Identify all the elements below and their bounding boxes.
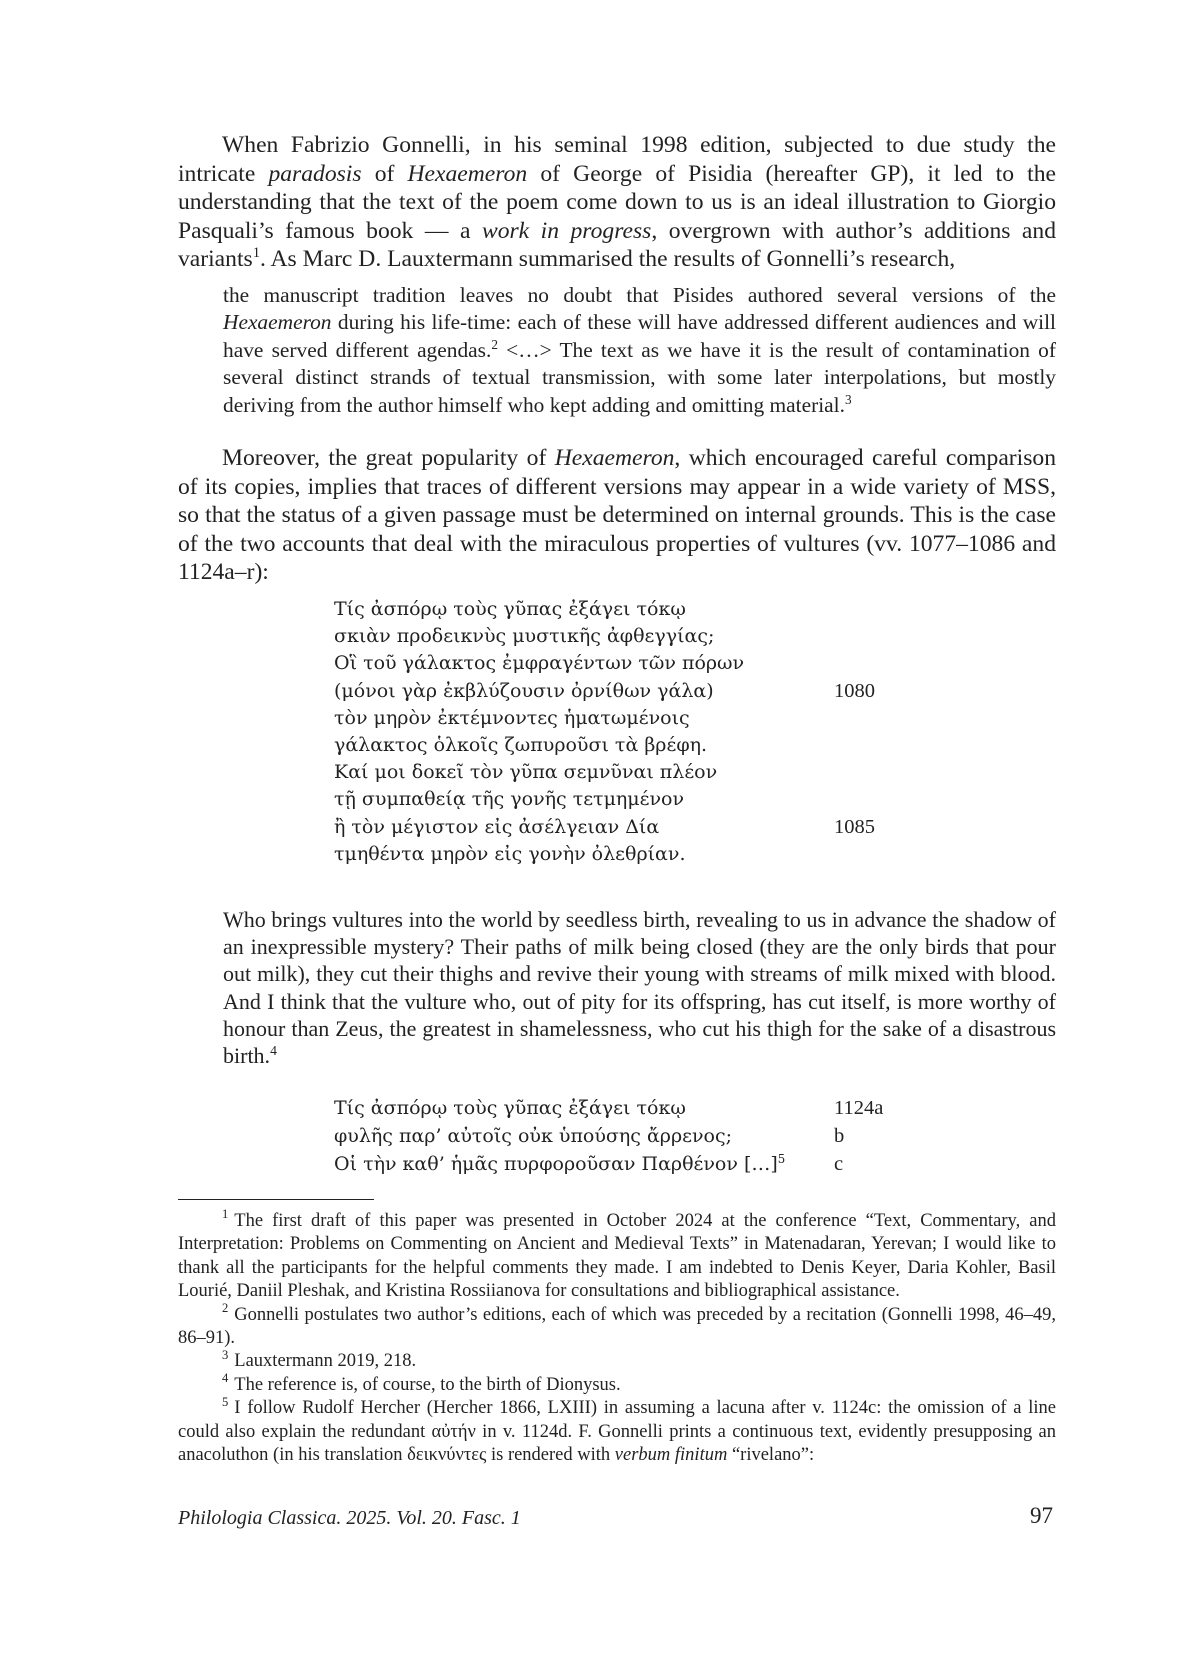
verse-line: Οἳ τοῦ γάλακτος ἐμφραγέντων τῶν πόρων bbox=[334, 652, 745, 675]
verse-line: τμηθέντα μηρὸν εἰς γονὴν ὀλεθρίαν. bbox=[334, 842, 686, 865]
footnote-number: 5 bbox=[222, 1394, 229, 1409]
line-number: c bbox=[834, 1153, 844, 1175]
footnote-3: $^3$ Lauxtermann 2019, 218. bbox=[222, 1347, 417, 1372]
italic-term: paradosis bbox=[268, 160, 362, 187]
greek-verse-block bbox=[334, 596, 1054, 868]
text-run: of bbox=[361, 160, 408, 187]
footnote-ref[interactable]: 2 bbox=[491, 336, 498, 352]
verse-line: Καί μοι δοκεῖ τὸν γῦπα σεμνῦναι πλέον bbox=[334, 761, 718, 784]
footnote-1: $^1$ The first draft of this paper was presented in October 2024 at the conference “Text, Commentary, and Interpretation: Problems on Commenting on Ancient and Medieval Texts” in Matenadaran, Yerevan; I would like to thank all the participants for the helpful comments they made. I am indebted to Denis Keyer, Daria Kohler, Basil Lourié, Daniil Pleshak, and Kristina Rossiianova for consultations and bibliographical assistance. bbox=[178, 1207, 1056, 1302]
verse-line: ἢ τὸν μέγιστον εἰς ἀσέλγειαν Δία 1085 bbox=[334, 814, 1054, 841]
block-quote bbox=[223, 282, 1056, 419]
verse-line: γάλακτος ὁλκοῖς ζωπυροῦσι τὰ βρέφη. bbox=[334, 733, 708, 756]
text-run: , which encouraged careful comparison of its copies, implies that traces of different versions may appear in a wide variety of MSS, so that the status of a given passage must be determined on internal grounds. This is the case of the two accounts that deal with the miraculous properties of vultures (vv. 1077–1086 and 1124a–r): bbox=[178, 445, 1056, 586]
line-number: 1124a bbox=[834, 1097, 884, 1119]
translation-paragraph bbox=[223, 906, 1056, 1069]
text-run: Moreover, the great popularity of bbox=[222, 445, 555, 471]
text-run: of George of Pisidia (hereafter GP), it led to the understanding that the text of the poem come down to us is an ideal illustration to Giorgio Pasquali’s famous book — a bbox=[178, 160, 1056, 244]
footnote-4: $^4$ The reference is, of course, to the birth of Dionysus. bbox=[222, 1371, 621, 1395]
footnote-number: 2 bbox=[222, 1301, 229, 1316]
footnote-separator bbox=[178, 1199, 374, 1200]
footnotes bbox=[178, 1207, 1056, 1467]
verse-line: Τίς ἀσπόρῳ τοὺς γῦπας ἐξάγει τόκῳ bbox=[334, 598, 686, 620]
line-number: 1080 bbox=[834, 679, 875, 702]
page-number: 97 bbox=[1030, 1503, 1053, 1528]
footnote-number: 4 bbox=[222, 1371, 229, 1386]
text-run: . As Marc D. Lauxtermann summarised the results of Gonnelli’s research, bbox=[260, 246, 956, 273]
verse-line: Οἱ τὴν καθ’ ἡμᾶς πυρφοροῦσαν Παρθένον […]$^5$ c bbox=[334, 1150, 1054, 1178]
verse-line: φυλῆς παρ’ αὐτοῖς οὐκ ὑπούσης ἄρρενος; b bbox=[334, 1122, 1054, 1150]
journal-citation: Philologia Classica. 2025. Vol. 20. Fasc. 1 bbox=[178, 1507, 521, 1529]
text-run: during his life-time: each of these will have addressed different audiences and will have served different agendas. bbox=[223, 310, 1056, 362]
intro-paragraph bbox=[178, 131, 1056, 274]
footnote-ref[interactable]: 3 bbox=[844, 391, 852, 407]
footnote-ref[interactable]: 1 bbox=[252, 245, 260, 262]
body-paragraph bbox=[178, 444, 1056, 587]
verse-line: τὸν μηρὸν ἐκτέμνοντες ἡματωμένοις bbox=[334, 706, 690, 729]
line-number: 1085 bbox=[834, 815, 875, 838]
verse-line: (μόνοι γὰρ ἐκβλύζουσιν ὀρνίθων γάλα) 1080 bbox=[334, 678, 1054, 705]
verse-line: Τίς ἀσπόρῳ τοὺς γῦπας ἐξάγει τόκῳ 1124a bbox=[334, 1094, 1054, 1122]
footnote-ref[interactable]: 4 bbox=[270, 1042, 277, 1058]
footnote-number: 1 bbox=[222, 1207, 229, 1222]
text-run: , overgrown with author’s additions and variants bbox=[178, 217, 1056, 273]
text-run: the manuscript tradition leaves no doubt that Pisides authored several versions of the bbox=[223, 283, 1056, 307]
footnote-ref[interactable]: 5 bbox=[777, 1151, 786, 1166]
footnote-5: $^5$ I follow Rudolf Hercher (Hercher 1866, LXIII) in assuming a lacuna after v. 1124c: the omission of a line could also explain the redundant αὐτήν in v. 1124d. F. Gonnelli prints a continuous text, evidently presupposing an anacoluthon (in his translation δεικνύντες is rendered with verbum finitum “rivelano”: bbox=[178, 1394, 1056, 1466]
footnote-number: 3 bbox=[222, 1347, 229, 1362]
verse-line: σκιὰν προδεικνὺς μυστικῆς ἀφθεγγίας; bbox=[334, 625, 715, 648]
verse-line: τῇ συμπαθείᾳ τῆς γονῆς τετμημένον bbox=[334, 788, 685, 811]
greek-verse-block-2 bbox=[334, 1094, 1054, 1178]
italic-title: Hexaemeron bbox=[407, 160, 528, 187]
text-run: <…> The text as we have it is the result of contamination of several distinct strands of textual transmission, with some later interpolations, but mostly deriving from the author himself who kept adding and omitting material. bbox=[223, 337, 1056, 417]
italic-term: work in progress bbox=[481, 217, 652, 244]
line-number: b bbox=[834, 1125, 845, 1147]
text-run: Who brings vultures into the world by seedless birth, revealing to us in advance the shadow of an inexpressible mystery? Their paths of milk being closed (they are the only birds that pour out milk), they cut their thighs and revive their young with streams of milk mixed with blood. And I think that the vulture who, out of pity for its offspring, has cut itself, is more worthy of honour than Zeus, the greatest in shamelessness, who cut his thigh for the sake of a disastrous birth. bbox=[223, 907, 1056, 1069]
footnote-2: $^2$ Gonnelli postulates two author’s editions, each of which was preceded by a recitation (Gonnelli 1998, 46–49, 86–91). bbox=[178, 1301, 1056, 1349]
italic-title: Hexaemeron bbox=[554, 445, 675, 471]
italic-title: Hexaemeron bbox=[223, 310, 332, 335]
text-run: When Fabrizio Gonnelli, in his seminal 1998 edition, subjected to due study the intricate bbox=[178, 132, 1056, 187]
